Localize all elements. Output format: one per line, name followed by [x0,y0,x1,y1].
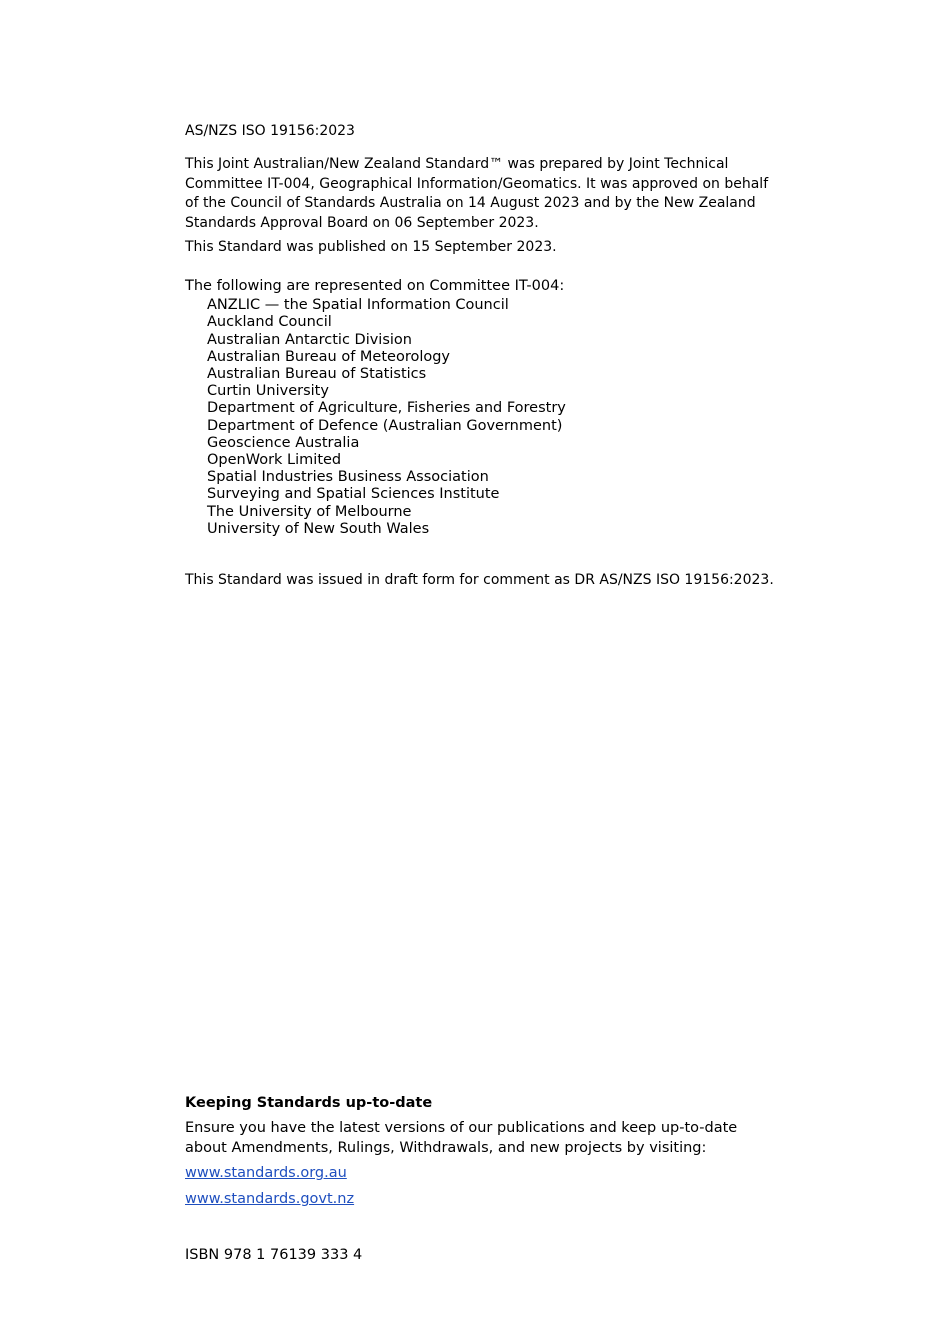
committee-member: OpenWork Limited [207,452,342,469]
document-designation: AS/NZS ISO 19156:2023 [185,123,355,139]
keeping-up-to-date-section [185,1094,775,1208]
standards-new-zealand-link[interactable]: www.standards.govt.nz [185,1191,355,1207]
standards-australia-link[interactable]: www.standards.org.au [185,1165,347,1181]
keeping-up-to-date-text: Ensure you have the latest versions of our publications and keep up-to-date about Amendments, Rulings, Withdrawals, and new projects by visiting: [185,1120,738,1156]
committee-member: Australian Bureau of Statistics [207,366,427,383]
preparation-statement: This Joint Australian/New Zealand Standard™ was prepared by Joint Technical Committee IT-004, Geographical Information/Geomatics. It was approved on behalf of the Council of Standards Australia on 14 August 2023 and by the New Zealand Standards Approval Board on 06 September 2023. [185,156,769,231]
committee-member: Surveying and Spatial Sciences Institute [207,486,500,503]
committee-member: Department of Agriculture, Fisheries and Forestry [207,400,566,417]
committee-member: Spatial Industries Business Association [207,469,489,486]
committee-member: Curtin University [207,383,329,400]
isbn: ISBN 978 1 76139 333 4 [185,1247,363,1263]
committee-member: Geoscience Australia [207,434,360,451]
committee-member: Auckland Council [207,314,332,331]
committee-member: Australian Bureau of Meteorology [207,348,451,365]
committee-intro: The following are represented on Committee IT-004: [185,278,565,294]
draft-statement: This Standard was issued in draft form for comment as DR AS/NZS ISO 19156:2023. [185,572,774,588]
committee-section [185,278,775,538]
publication-statement: This Standard was published on 15 September 2023. [185,239,557,255]
committee-member: University of New South Wales [207,520,430,537]
committee-member: Australian Antarctic Division [207,331,412,348]
committee-member: Department of Defence (Australian Government) [207,417,563,434]
committee-member-list [185,297,775,538]
committee-member: ANZLIC — the Spatial Information Council [207,297,509,314]
keeping-up-to-date-heading: Keeping Standards up-to-date [185,1095,433,1111]
committee-member: The University of Melbourne [207,503,412,520]
